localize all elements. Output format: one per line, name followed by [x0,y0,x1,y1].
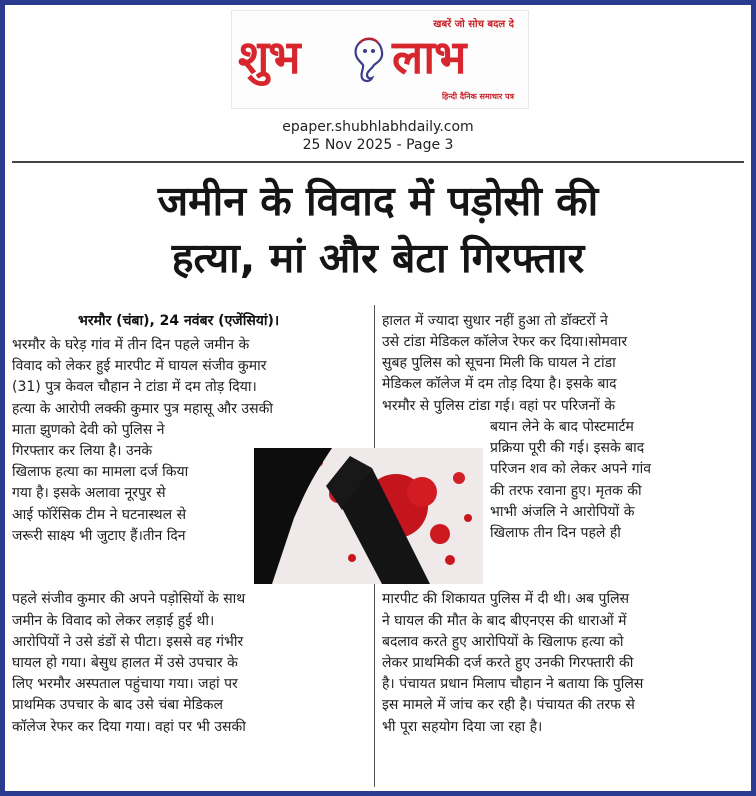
right-line-12: मारपीट की शिकायत पुलिस में दी थी। अब पुलिस [382,591,630,607]
left-line-14: घायल हो गया। बेसुध हालत में उसे उपचार के [12,655,238,671]
article-dateline: भरमौर (चंबा), 24 नवंबर (एजेंसियां)। [78,313,280,329]
logo-text-shubh: शुभ [238,30,300,84]
article-photo-knife-blood [254,448,483,584]
epaper-url[interactable]: epaper.shubhlabhdaily.com [282,119,474,135]
ganesh-emblem-icon [348,35,390,85]
right-line-5: भरमौर से पुलिस टांडा गई। वहां पर परिजनों के [382,398,616,414]
headline-top-rule [12,161,744,163]
right-line-6: बयान लेने के बाद पोस्टमार्टम [490,419,634,435]
masthead-tagline: खबरें जो सोच बदल दे [433,19,514,30]
left-line-16: प्राथमिक उपचार के बाद उसे चंबा मेडिकल [12,697,224,713]
left-line-10: जरूरी साक्ष्य भी जुटाए हैं।तीन दिन [12,528,186,544]
right-line-9: की तरफ रवाना हुए। मृतक की [490,483,642,499]
newspaper-masthead[interactable] [231,10,529,109]
left-line-17: कॉलेज रेफर कर दिया गया। वहां पर भी उसकी [12,719,246,735]
left-line-6: गिरफ्तार कर लिया है। उनके [12,443,153,459]
right-line-18: भी पूरा सहयोग दिया जा रहा है। [382,719,543,735]
logo-text-labh: लाभ [392,30,466,84]
left-line-5: माता झुणको देवी को पुलिस ने [12,422,165,438]
headline-line-1: जमीन के विवाद में पड़ोसी की [157,177,599,225]
left-line-8: गया है। इसके अलावा नूरपुर से [12,485,166,501]
right-line-1: हालत में ज्यादा सुधार नहीं हुआ तो डॉक्टरों ने [382,313,608,329]
right-line-10: भाभी अंजलि ने आरोपियों के [490,504,635,520]
edition-date-page: 25 Nov 2025 - Page 3 [302,137,454,153]
right-line-2: उसे टांडा मेडिकल कॉलेज रेफर कर दिया।सोमवार [382,334,628,350]
right-line-13: ने घायल की मौत के बाद बीएनएस की धाराओं में [382,613,627,629]
left-line-2: विवाद को लेकर हुई मारपीट में घायल संजीव कुमार [12,358,267,374]
right-line-8: परिजन शव को लेकर अपने गांव [490,461,652,477]
left-line-4: हत्या के आरोपी लक्की कुमार पुत्र महासू और उसकी [12,401,273,417]
right-line-15: लेकर प्राथमिकी दर्ज करते हुए उनकी गिरफ्तारी की [382,655,634,671]
right-line-4: मेडिकल कॉलेज में दम तोड़ दिया है। इसके बाद [382,376,617,392]
left-line-3: (31) पुत्र केवल चौहान ने टांडा में दम तोड़ दिया। [12,379,257,395]
left-line-9: आई फॉरेंसिक टीम ने घटनास्थल से [12,507,187,523]
right-line-7: प्रक्रिया पूरी की गई। इसके बाद [490,440,645,456]
left-line-15: लिए भरमौर अस्पताल पहुंचाया गया। जहां पर [12,676,238,692]
left-line-13: आरोपियों ने उसे डंडों से पीटा। इससे वह गंभीर [12,634,244,650]
masthead-subtag: हिन्दी दैनिक समाचार पत्र [441,92,514,101]
right-line-16: है। पंचायत प्रधान मिलाप चौहान ने बताया कि पुलिस [382,676,644,692]
right-line-11: खिलाफ तीन दिन पहले ही [490,525,621,541]
left-line-11: पहले संजीव कुमार की अपने पड़ोसियों के साथ [12,591,246,607]
headline-line-2: हत्या, मां और बेटा गिरफ्तार [171,234,585,282]
right-line-17: इस मामले में जांच कर रही है। पंचायत की तरफ से [382,697,635,713]
left-line-12: जमीन के विवाद को लेकर लड़ाई हुई थी। [12,613,215,629]
right-line-3: सुबह पुलिस को सूचना मिली कि घायल ने टांडा [382,355,616,371]
left-line-7: खिलाफ हत्या का मामला दर्ज किया [12,464,189,480]
right-line-14: बदलाव करते हुए आरोपियों के खिलाफ हत्या को [382,634,624,650]
left-line-1: भरमौर के घरेड़ गांव में तीन दिन पहले जमीन के [12,337,250,353]
